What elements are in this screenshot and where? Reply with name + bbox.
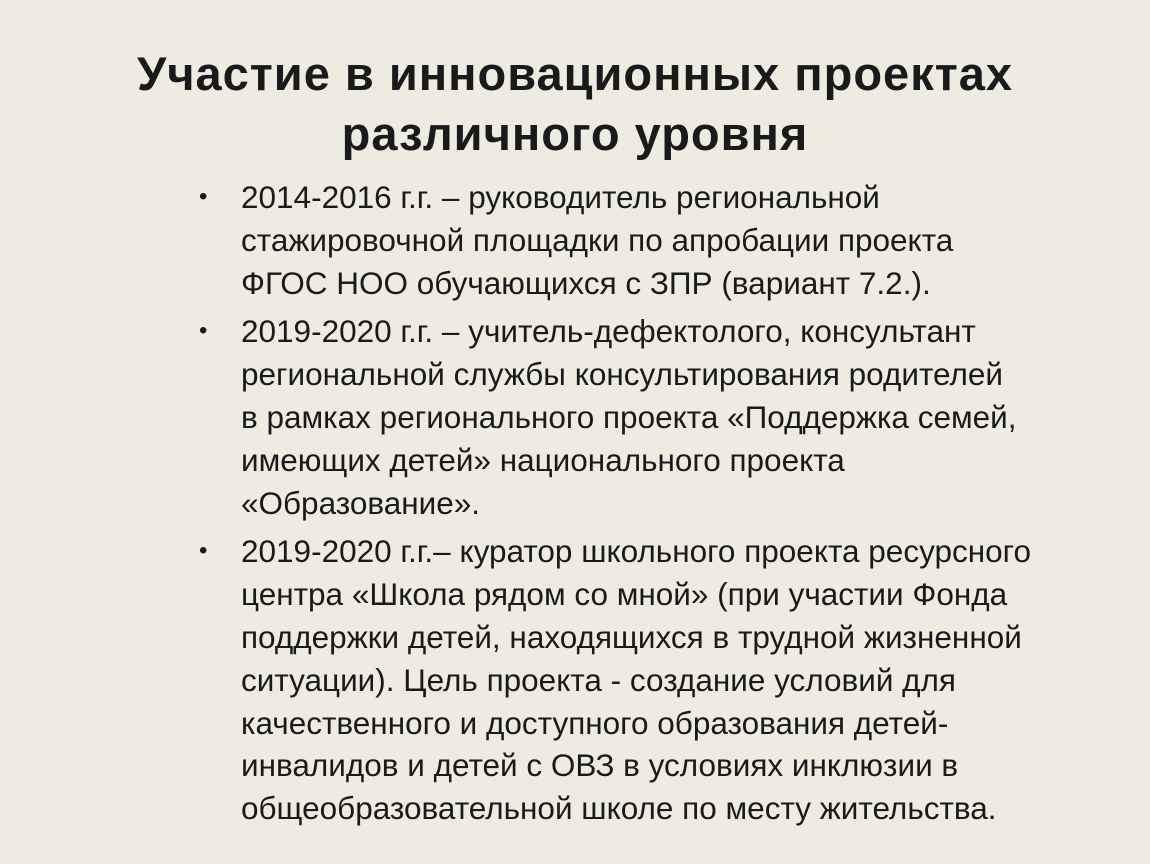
bullet-line: инвалидов и детей с ОВЗ в условиях инклюзии в — [241, 747, 959, 784]
bullet-line: 2019-2020 г.г.– куратор школьного проекта ресурсного — [241, 533, 1031, 570]
bullet-line: центра «Школа рядом со мной» (при участии Фонда — [241, 576, 1008, 613]
bullet-item — [195, 310, 1125, 524]
bullet-dot-icon: • — [199, 317, 208, 345]
bullet-line: имеющих детей» национального проекта — [241, 441, 845, 478]
bullet-line: общеобразовательной школе по месту жительства. — [241, 790, 997, 827]
bullet-line: региональной службы консультирования родителей — [241, 356, 1004, 393]
bullet-dot-icon: • — [199, 537, 208, 565]
bullet-item — [195, 176, 1125, 304]
bullet-line: 2019-2020 г.г. – учитель-дефектолого, консультант — [241, 313, 976, 350]
bullet-line: ситуации). Цель проекта - создание условий для — [241, 661, 956, 698]
bullet-line: качественного и доступного образования детей- — [241, 704, 949, 741]
bullet-line: ФГОС НОО обучающихся с ЗПР (вариант 7.2.). — [241, 264, 931, 301]
bullet-line: поддержки детей, находящихся в трудной жизненной — [241, 618, 1022, 655]
bullet-list — [195, 176, 1125, 836]
bullet-line: стажировочной площадки по апробации проекта — [241, 221, 954, 258]
bullet-line: 2014-2016 г.г. – руководитель региональной — [241, 179, 880, 215]
bullet-line: «Образование». — [241, 484, 481, 521]
bullet-item — [195, 530, 1125, 830]
bullet-dot-icon: • — [199, 183, 208, 210]
title-line-1: Участие в инновационных проектах — [136, 47, 1014, 100]
bullet-line: в рамках регионального проекта «Поддержка семей, — [241, 398, 1017, 435]
slide-title — [40, 44, 1110, 164]
title-line-2: различного уровня — [341, 107, 809, 160]
